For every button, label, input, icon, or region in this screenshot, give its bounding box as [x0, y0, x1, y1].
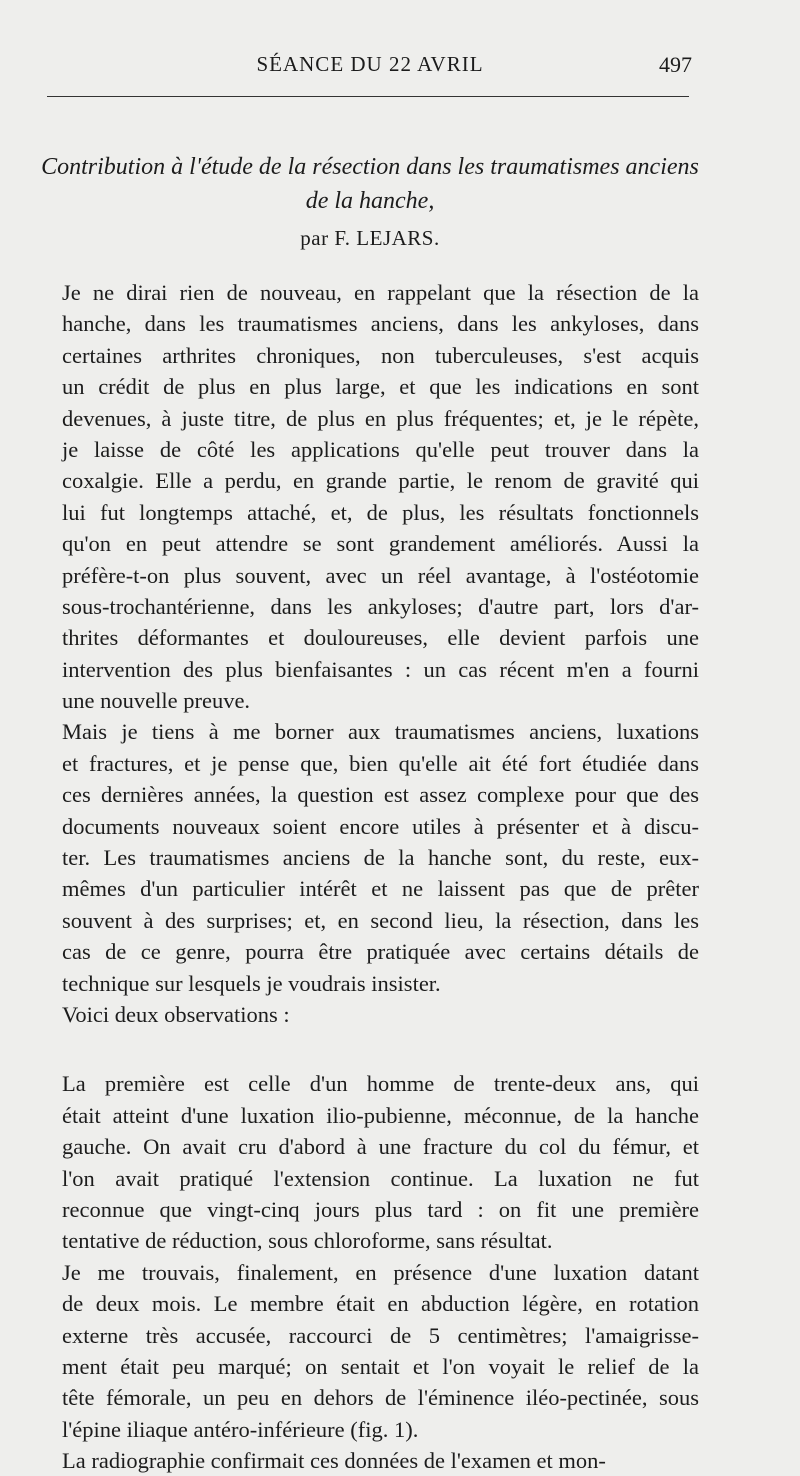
text-line: lui fut longtemps attaché, et, de plus, les résultats fonctionnels	[62, 499, 699, 525]
text-line: l'épine iliaque antéro-inférieure (fig. 1).	[62, 1416, 419, 1442]
text-line: je laisse de côté les applications qu'elle peut trouver dans la	[62, 436, 699, 462]
text-line: Je ne dirai rien de nouveau, en rappelant que la résection de la	[62, 280, 699, 305]
text-line: préfère-t-on plus souvent, avec un réel avantage, à l'ostéotomie	[62, 562, 699, 588]
text-line: documents nouveaux soient encore utiles à présenter et à discu-	[62, 813, 699, 839]
article-title-line-2: de la hanche,	[305, 188, 435, 214]
text-line: certaines arthrites chroniques, non tuberculeuses, s'est acquis	[62, 342, 699, 368]
text-line: technique sur lesquels je voudrais insister.	[62, 970, 441, 996]
text-line: La radiographie confirmait ces données de l'examen et mon-	[62, 1448, 606, 1474]
text-line: de deux mois. Le membre était en abduction légère, en rotation	[62, 1291, 699, 1317]
text-line: Je me trouvais, finalement, en présence d'une luxation datant	[62, 1259, 699, 1285]
article-title-line-1: Contribution à l'étude de la résection dans les traumatismes anciens	[41, 154, 699, 180]
page-number: 497	[659, 52, 692, 77]
text-line: externe très accusée, raccourci de 5 centimètres; l'amaigrisse-	[62, 1322, 699, 1348]
text-line: ces dernières années, la question est assez complexe pour que des	[62, 782, 699, 808]
article-body	[62, 277, 699, 1476]
text-line: hanche, dans les traumatismes anciens, dans les ankyloses, dans	[62, 311, 699, 337]
text-line: cas de ce genre, pourra être pratiquée avec certains détails de	[62, 939, 699, 965]
paragraph	[62, 716, 699, 999]
text-line: coxalgie. Elle a perdu, en grande partie, le renom de gravité qui	[62, 468, 699, 494]
text-line: Mais je tiens à me borner aux traumatismes anciens, luxations	[62, 719, 699, 745]
text-line: tentative de réduction, sous chloroforme, sans résultat.	[62, 1228, 553, 1254]
text-line: Voici deux observations :	[62, 1001, 290, 1027]
text-line: sous-trochantérienne, dans les ankyloses; d'autre part, lors d'ar-	[62, 593, 699, 619]
paragraph	[62, 1257, 699, 1445]
paragraph	[62, 999, 699, 1030]
byline: par F. LEJARS.	[300, 226, 440, 250]
text-line: gauche. On avait cru d'abord à une fracture du col du fémur, et	[62, 1134, 699, 1160]
header-rule	[47, 96, 689, 97]
paragraph	[62, 1068, 699, 1256]
text-line: devenues, à juste titre, de plus en plus fréquentes; et, je le répète,	[62, 405, 699, 431]
text-line: l'on avait pratiqué l'extension continue. La luxation ne fut	[62, 1165, 699, 1191]
text-line: une nouvelle preuve.	[62, 688, 251, 714]
text-line: un crédit de plus en plus large, et que les indications en sont	[62, 374, 699, 400]
running-title: SÉANCE DU 22 AVRIL	[256, 52, 484, 76]
text-line: reconnue que vingt-cinq jours plus tard : on fit une première	[62, 1196, 699, 1222]
text-line: mêmes d'un particulier intérêt et ne laissent pas que de prêter	[62, 876, 699, 902]
text-line: et fractures, et je pense que, bien qu'elle ait été fort étudiée dans	[62, 750, 699, 776]
article-title	[40, 150, 700, 218]
text-line: intervention des plus bienfaisantes : un cas récent m'en a fourni	[62, 656, 699, 682]
text-line: ter. Les traumatismes anciens de la hanche sont, du reste, eux-	[62, 845, 699, 871]
paragraph	[62, 277, 699, 716]
text-line: thrites déformantes et douloureuses, elle devient parfois une	[62, 625, 699, 651]
text-line: ment était peu marqué; on sentait et l'on voyait le relief de la	[62, 1353, 699, 1379]
paragraph	[62, 1445, 699, 1476]
section-gap	[62, 1030, 699, 1068]
text-line: souvent à des surprises; et, en second lieu, la résection, dans les	[62, 907, 699, 933]
text-line: La première est celle d'un homme de trente-deux ans, qui	[62, 1071, 699, 1097]
running-head	[0, 52, 800, 82]
text-line: tête fémorale, un peu en dehors de l'éminence iléo-pectinée, sous	[62, 1385, 699, 1411]
text-line: était atteint d'une luxation ilio-pubienne, méconnue, de la hanche	[62, 1102, 699, 1128]
text-line: qu'on en peut attendre se sont grandement améliorés. Aussi la	[62, 531, 699, 557]
